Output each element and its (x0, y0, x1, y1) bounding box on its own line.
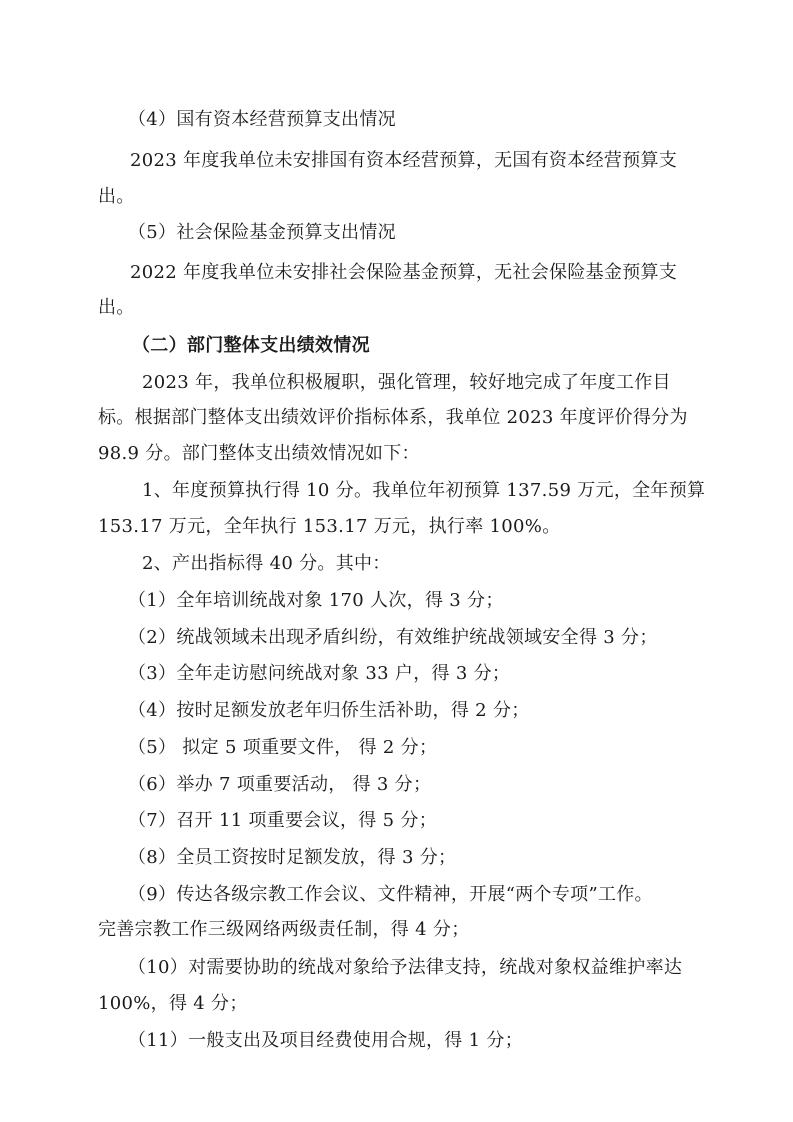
paragraph-line: 出。 (98, 186, 135, 207)
heading-state-capital-budget: （4）国有资本经营预算支出情况 (128, 109, 396, 130)
paragraph-line: 2023 年，我单位积极履职，强化管理，较好地完成了年度工作目 (142, 372, 671, 393)
paragraph-line: 1、年度预算执行得 10 分。我单位年初预算 137.59 万元，全年预算 (142, 480, 706, 501)
list-item: （7）召开 11 项重要会议，得 5 分； (128, 810, 437, 831)
list-item: （8）全员工资按时足额发放，得 3 分； (128, 847, 457, 868)
paragraph-line: 153.17 万元，全年执行 153.17 万元，执行率 100%。 (98, 516, 561, 537)
list-item: （2）统战领域未出现矛盾纠纷，有效维护统战领域安全得 3 分； (128, 627, 658, 648)
list-item: （1）全年培训统战对象 170 人次，得 3 分； (128, 590, 504, 611)
list-item-continuation: 完善宗教工作三级网络两级责任制，得 4 分； (98, 919, 470, 940)
list-item: （6）举办 7 项重要活动， 得 3 分； (128, 774, 432, 795)
list-item: （9）传达各级宗教工作会议、文件精神，开展“两个专项”工作。 (128, 884, 653, 905)
paragraph-line: 2、产出指标得 40 分。其中： (142, 553, 391, 574)
heading-social-insurance-budget: （5）社会保险基金预算支出情况 (128, 222, 396, 243)
section-heading: （二）部门整体支出绩效情况 (132, 335, 370, 356)
paragraph-line: 98.9 分。部门整体支出绩效情况如下： (98, 443, 420, 464)
list-item-continuation: 100%，得 4 分； (98, 993, 248, 1014)
list-item: （3）全年走访慰问统战对象 33 户，得 3 分； (128, 663, 511, 684)
paragraph-line: 标。根据部门整体支出绩效评价指标体系，我单位 2023 年度评价得分为 (98, 407, 688, 428)
list-item: （5） 拟定 5 项重要文件， 得 2 分； (128, 737, 438, 758)
paragraph-line: 2023 年度我单位未安排国有资本经营预算，无国有资本经营预算支 (130, 150, 678, 171)
list-item: （11）一般支出及项目经费使用合规，得 1 分； (128, 1030, 523, 1051)
paragraph-line: 出。 (98, 297, 135, 318)
list-item: （10）对需要协助的统战对象给予法律支持，统战对象权益维护率达 (128, 957, 683, 978)
paragraph-line: 2022 年度我单位未安排社会保险基金预算，无社会保险基金预算支 (130, 262, 678, 283)
list-item: （4）按时足额发放老年归侨生活补助，得 2 分； (128, 700, 530, 721)
